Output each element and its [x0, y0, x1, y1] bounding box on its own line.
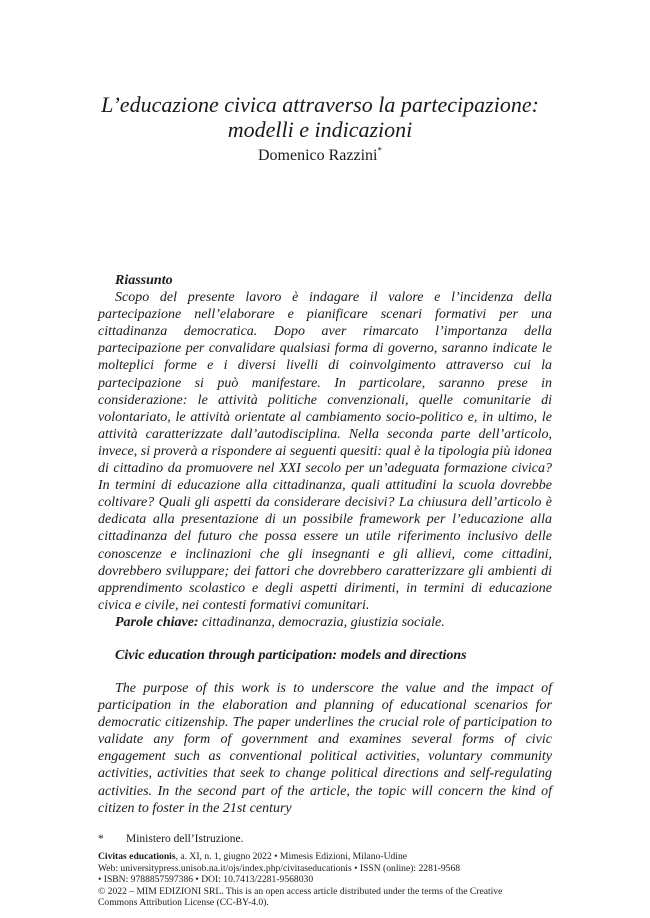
keywords-line [98, 614, 552, 631]
credits-line-4: © 2022 – MIM EDIZIONI SRL. This is an open access article distributed under the terms of the Creative [98, 885, 503, 897]
abstract-heading: Riassunto [115, 273, 173, 288]
article-title-line-2: modelli e indicazioni [227, 117, 413, 142]
footnote-mark: * [98, 833, 104, 845]
footnote [98, 832, 244, 846]
english-abstract-body: The purpose of this work is to underscore the value and the impact of participation in the elaboration and planning of educational scenarios for democratic citizenship. The paper underlines the crucial role of participation to validate any form of government and examines several forms of civic engagement such as conventional political activities, voluntary community activities, activities that seek to change political directions and self-regulating activities. In the second part of the article, the topic will concern the kind of citizen to foster in the 21st century [98, 681, 552, 816]
author-footnote-mark: * [377, 145, 382, 156]
keywords-label: Parole chiave: [115, 614, 199, 630]
journal-name: Civitas educationis [98, 851, 176, 862]
abstract-italian [98, 272, 552, 631]
english-abstract-heading: Civic education through participation: models and directions [115, 648, 467, 663]
publication-credits [98, 851, 558, 909]
footnote-text: Ministero dell’Istruzione. [126, 833, 244, 845]
credits-line-3: • ISBN: 9788857597386 • DOI: 10.7413/2281-9568030 [98, 874, 314, 885]
journal-issue-info: , a. XI, n. 1, giugno 2022 • Mimesis Edizioni, Milano-Udine [175, 851, 408, 862]
author-line [60, 146, 580, 166]
author-name: Domenico Razzini [257, 147, 378, 164]
credits-line-5: Commons Attribution License (CC-BY-4.0). [98, 897, 269, 908]
article-title [60, 92, 580, 142]
credits-line-2: Web: universitypress.unisob.na.it/ojs/index.php/civitaseducationis • ISSN (online): 2281-9568 [98, 862, 461, 874]
abstract-body: Scopo del presente lavoro è indagare il valore e l’incidenza della partecipazione nell’elaborare e pianificare scenari formativi per una cittadinanza democratica. Dopo aver rimarcato l’importanza della partecipazione per convalidare qualsiasi forma di governo, saranno indicate le molteplici forme e i diversi livelli di coinvolgimento attraverso cui la partecipazione si può manifestare. In particolare, saranno prese in considerazione: le attività politiche convenzionali, quelle comunitarie di volontariato, le attività orientate al cambiamento socio-politico e, in ultimo, le attività caratterizzate dall’autodisciplina. Nella seconda parte dell’articolo, invece, si proverà a rispondere ai seguenti quesiti: qual è la tipologia più idonea di cittadino da promuovere nel XXI secolo per un’adeguata formazione civica? In termini di educazione alla cittadinanza, quali attitudini la scuola dovrebbe coltivare? Quali gli aspetti da considerare decisivi? La chiusura dell’articolo è dedicata alla presentazione di un possibile framework per l’educazione alla cittadinanza del futuro che possa essere un utile riferimento inclusivo delle conoscenze e inclinazioni che gli insegnanti e gli allievi, come cittadini, dovrebbero sviluppare; dei fattori che dovrebbero caratterizzare gli ambienti di apprendimento scolastico e degli aspetti dirimenti, in termini di educazione civica e civile, nei contesti formativi comunitari. [98, 290, 552, 613]
credits-line-1 [98, 851, 558, 863]
article-title-line-1: L’educazione civica attraverso la partecipazione: [101, 92, 539, 117]
keywords-text: cittadinanza, democrazia, giustizia sociale. [202, 614, 445, 630]
